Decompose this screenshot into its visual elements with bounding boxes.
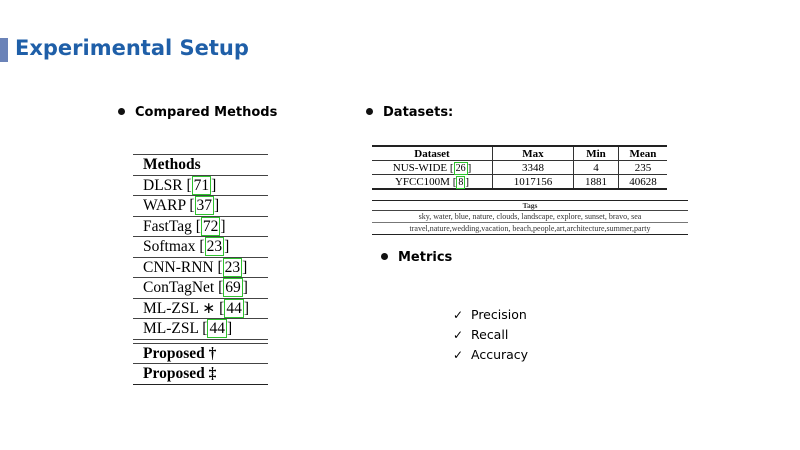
method-row: ConTagNet [ 69 ] bbox=[133, 278, 268, 299]
methods-header: Methods bbox=[133, 154, 268, 176]
min-cell: 4 bbox=[574, 161, 619, 175]
citation-ref: 44 bbox=[209, 320, 225, 337]
method-row: FastTag [ 72 ] bbox=[133, 217, 268, 238]
method-row: ML-ZSL ∗ [ 44 ] bbox=[133, 299, 268, 320]
dataset-table-header bbox=[372, 146, 667, 161]
tags-header: Tags bbox=[372, 200, 688, 211]
citation-ref: 23 bbox=[206, 238, 223, 255]
mean-cell: 235 bbox=[619, 161, 668, 175]
metric-item: ✓ Precision bbox=[453, 307, 527, 322]
column-header: Mean bbox=[619, 146, 668, 161]
methods-table bbox=[133, 154, 268, 385]
dataset-table bbox=[372, 145, 667, 190]
bullet-dot-icon bbox=[118, 108, 125, 115]
method-row: DLSR [ 71 ] bbox=[133, 176, 268, 197]
tags-row: travel,nature,wedding,vacation, beach,people,art,architecture,summer,party bbox=[372, 223, 688, 235]
metrics-heading: Metrics bbox=[381, 250, 452, 265]
compared-methods-heading: Compared Methods bbox=[118, 105, 277, 120]
mean-cell: 40628 bbox=[619, 175, 668, 190]
max-cell: 1017156 bbox=[493, 175, 574, 190]
max-cell: 3348 bbox=[493, 161, 574, 175]
citation-ref: 44 bbox=[226, 299, 242, 317]
min-cell: 1881 bbox=[574, 175, 619, 190]
table-row bbox=[372, 175, 667, 190]
checkmark-icon: ✓ bbox=[453, 328, 464, 342]
bullet-dot-icon bbox=[366, 108, 373, 115]
citation-ref: 69 bbox=[225, 279, 241, 296]
citation-ref: 26 bbox=[455, 162, 466, 174]
citation-ref: 37 bbox=[196, 197, 213, 214]
proposed-row: Proposed ‡ bbox=[133, 364, 268, 385]
citation-ref: 71 bbox=[193, 176, 210, 194]
title-accent-bar bbox=[0, 38, 8, 62]
tags-row: sky, water, blue, nature, clouds, landscape, explore, sunset, bravo, sea bbox=[372, 211, 688, 223]
metric-item: ✓ Recall bbox=[453, 327, 509, 342]
method-row: ML-ZSL [ 44 ] bbox=[133, 319, 268, 340]
datasets-heading: Datasets: bbox=[366, 105, 453, 120]
method-row: WARP [ 37 ] bbox=[133, 196, 268, 217]
checkmark-icon: ✓ bbox=[453, 348, 464, 362]
tags-table bbox=[372, 200, 688, 235]
slide-title: Experimental Setup bbox=[15, 36, 249, 60]
dataset-name: YFCC100M [ 8 ] bbox=[372, 175, 493, 190]
dataset-name: NUS-WIDE [ 26 ] bbox=[372, 161, 493, 175]
citation-ref: 8 bbox=[458, 176, 464, 188]
column-header: Min bbox=[574, 146, 619, 161]
column-header: Max bbox=[493, 146, 574, 161]
method-row: Softmax [ 23 ] bbox=[133, 237, 268, 258]
metric-item: ✓ Accuracy bbox=[453, 347, 529, 362]
table-row bbox=[372, 161, 667, 175]
checkmark-icon: ✓ bbox=[453, 308, 464, 322]
citation-ref: 72 bbox=[202, 217, 219, 235]
proposed-row: Proposed † bbox=[133, 344, 268, 365]
column-header: Dataset bbox=[372, 146, 493, 161]
bullet-dot-icon bbox=[381, 253, 388, 260]
method-row: CNN-RNN [ 23 ] bbox=[133, 258, 268, 279]
citation-ref: 23 bbox=[224, 258, 241, 276]
